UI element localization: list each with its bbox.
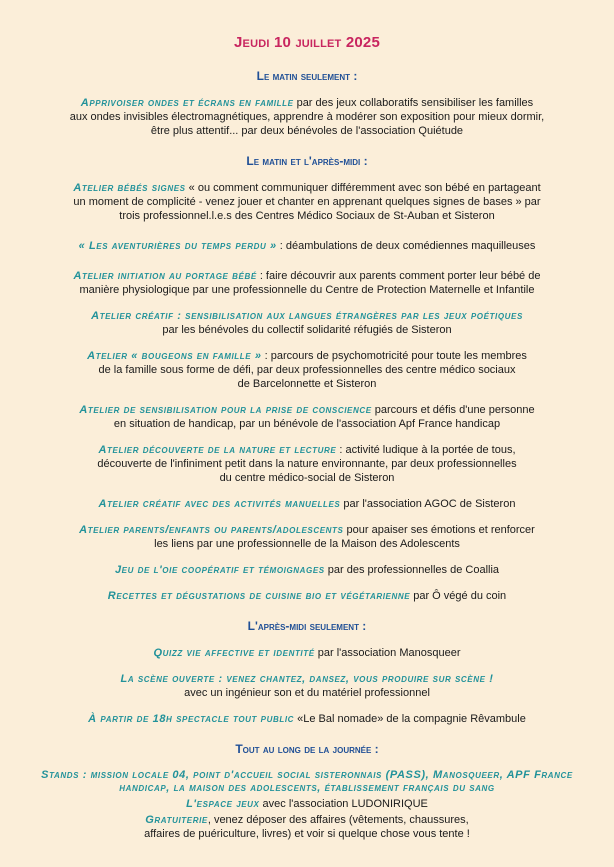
entry-bougeons-famille: Atelier « bougeons en famille » : parcours de psychomotricité pour toute les membres de la famille sous forme de défi, par deux professionnelles des centre médico sociaux de Barcelonnette et Sisteron	[87, 350, 527, 390]
entry-highlight: Stands : mission locale 04, point d'accueil social sisteronnais (PASS), Manosqueer, APF France handicap, la maison des adolescents, établissement français du sang	[41, 769, 573, 794]
entry-portage-bebe: Atelier initiation au portage bébé : faire découvrir aux parents comment porter leur bébé de manière physiologique par une professionnelle du Centre de Protection Maternelle et Infantile	[73, 270, 541, 296]
entry-parents-enfants: Atelier parents/enfants ou parents/adolescents pour apaiser ses émotions et renforcer les liens par une professionnelle de la Maison des Adolescents	[79, 524, 535, 550]
entry-stands	[24, 769, 590, 795]
entry-recettes-degustations: Recettes et dégustations de cuisine bio et végétarienne par Ô végé du coin	[107, 590, 507, 602]
entry-highlight: Jeu de l'oie coopératif et témoignages	[114, 564, 325, 576]
entry-highlight: L'espace jeux	[186, 798, 260, 810]
entry-highlight: À partir de 18h spectacle tout public	[88, 713, 295, 725]
entry-highlight: « Les aventurières du temps perdu »	[78, 240, 277, 252]
entry-highlight: Quizz vie affective et identité	[153, 647, 315, 659]
entry-ondes-ecrans: Apprivoiser ondes et écrans en famille par des jeux collaboratifs sensibiliser les familles aux ondes invisibles électromagnétiques, apprendre à modérer son exposition pour mieux dormir, être plus attentif... par deux bénévoles de l'association Quiétude	[69, 97, 545, 137]
section-title-afternoon: L'après-midi seulement :	[247, 619, 367, 633]
section-title-morning: Le matin seulement :	[256, 69, 358, 83]
entry-gratuiterie: Gratuiterie, venez déposer des affaires (vêtements, chaussures, affaires de puériculture, livres) et voir si quelque chose vous tente !	[144, 814, 470, 840]
section-title-throughout: Tout au long de la journée :	[235, 742, 379, 756]
entry-highlight: Apprivoiser ondes et écrans en famille	[80, 97, 294, 109]
entry-jeu-oie: Jeu de l'oie coopératif et témoignages par des professionnelles de Coallia	[114, 564, 500, 576]
entry-highlight: Atelier créatif : sensibilisation aux langues étrangères par les jeux poétiques	[91, 310, 523, 322]
entry-spectacle: À partir de 18h spectacle tout public «Le Bal nomade» de la compagnie Rêvambule	[88, 713, 526, 725]
entry-espace-jeux: L'espace jeux avec l'association LUDONIRIQUE	[186, 798, 428, 810]
entry-nature-lecture: Atelier découverte de la nature et lecture : activité ludique à la portée de tous, découverte de l'infiniment petit dans la nature environnante, par deux professionnelles du centre médico-social de Sisteron	[97, 444, 517, 484]
entry-highlight: Atelier parents/enfants ou parents/adolescents	[79, 524, 344, 536]
entry-scene-ouverte: La scène ouverte : venez chantez, dansez, vous produire sur scène ! avec un ingénieur son et du matériel professionnel	[120, 673, 494, 699]
entry-bebes-signes: Atelier bébés signes « ou comment communiquer différemment avec son bébé en partageant un moment de complicité - venez jouer et chanter en apprenant quelques signes de bases » par trois professionnel.l.e.s des Centres Médico Sociaux de St-Auban et Sisteron	[73, 182, 541, 222]
entry-highlight: Atelier initiation au portage bébé	[73, 270, 257, 282]
entry-highlight: Atelier « bougeons en famille »	[87, 350, 262, 362]
entry-highlight: Atelier bébés signes	[73, 182, 186, 194]
entry-highlight: Atelier découverte de la nature et lecture	[98, 444, 337, 456]
section-title-all-day: Le matin et l'après-midi :	[246, 154, 368, 168]
entry-aventurieres: « Les aventurières du temps perdu » : déambulations de deux comédiennes maquilleuses	[78, 240, 536, 252]
entry-highlight: La scène ouverte : venez chantez, dansez, vous produire sur scène !	[120, 673, 494, 685]
entry-highlight: Atelier de sensibilisation pour la prise de conscience	[79, 404, 372, 416]
entry-highlight: Recettes et dégustations de cuisine bio et végétarienne	[107, 590, 411, 602]
date-title: Jeudi 10 juillet 2025	[234, 34, 380, 51]
entry-sensibilisation-handicap: Atelier de sensibilisation pour la prise de conscience parcours et défis d'une personne en situation de handicap, par un bénévole de l'association Apf France handicap	[79, 404, 535, 430]
entry-activites-manuelles: Atelier créatif avec des activités manuelles par l'association AGOC de Sisteron	[98, 498, 516, 510]
entry-langues-etrangeres: Atelier créatif : sensibilisation aux langues étrangères par les jeux poétiques par les bénévoles du collectif solidarité réfugiés de Sisteron	[91, 310, 523, 336]
entry-highlight: Gratuiterie	[145, 814, 208, 826]
entry-quizz: Quizz vie affective et identité par l'association Manosqueer	[153, 647, 461, 659]
entry-highlight: Atelier créatif avec des activités manuelles	[98, 498, 341, 510]
